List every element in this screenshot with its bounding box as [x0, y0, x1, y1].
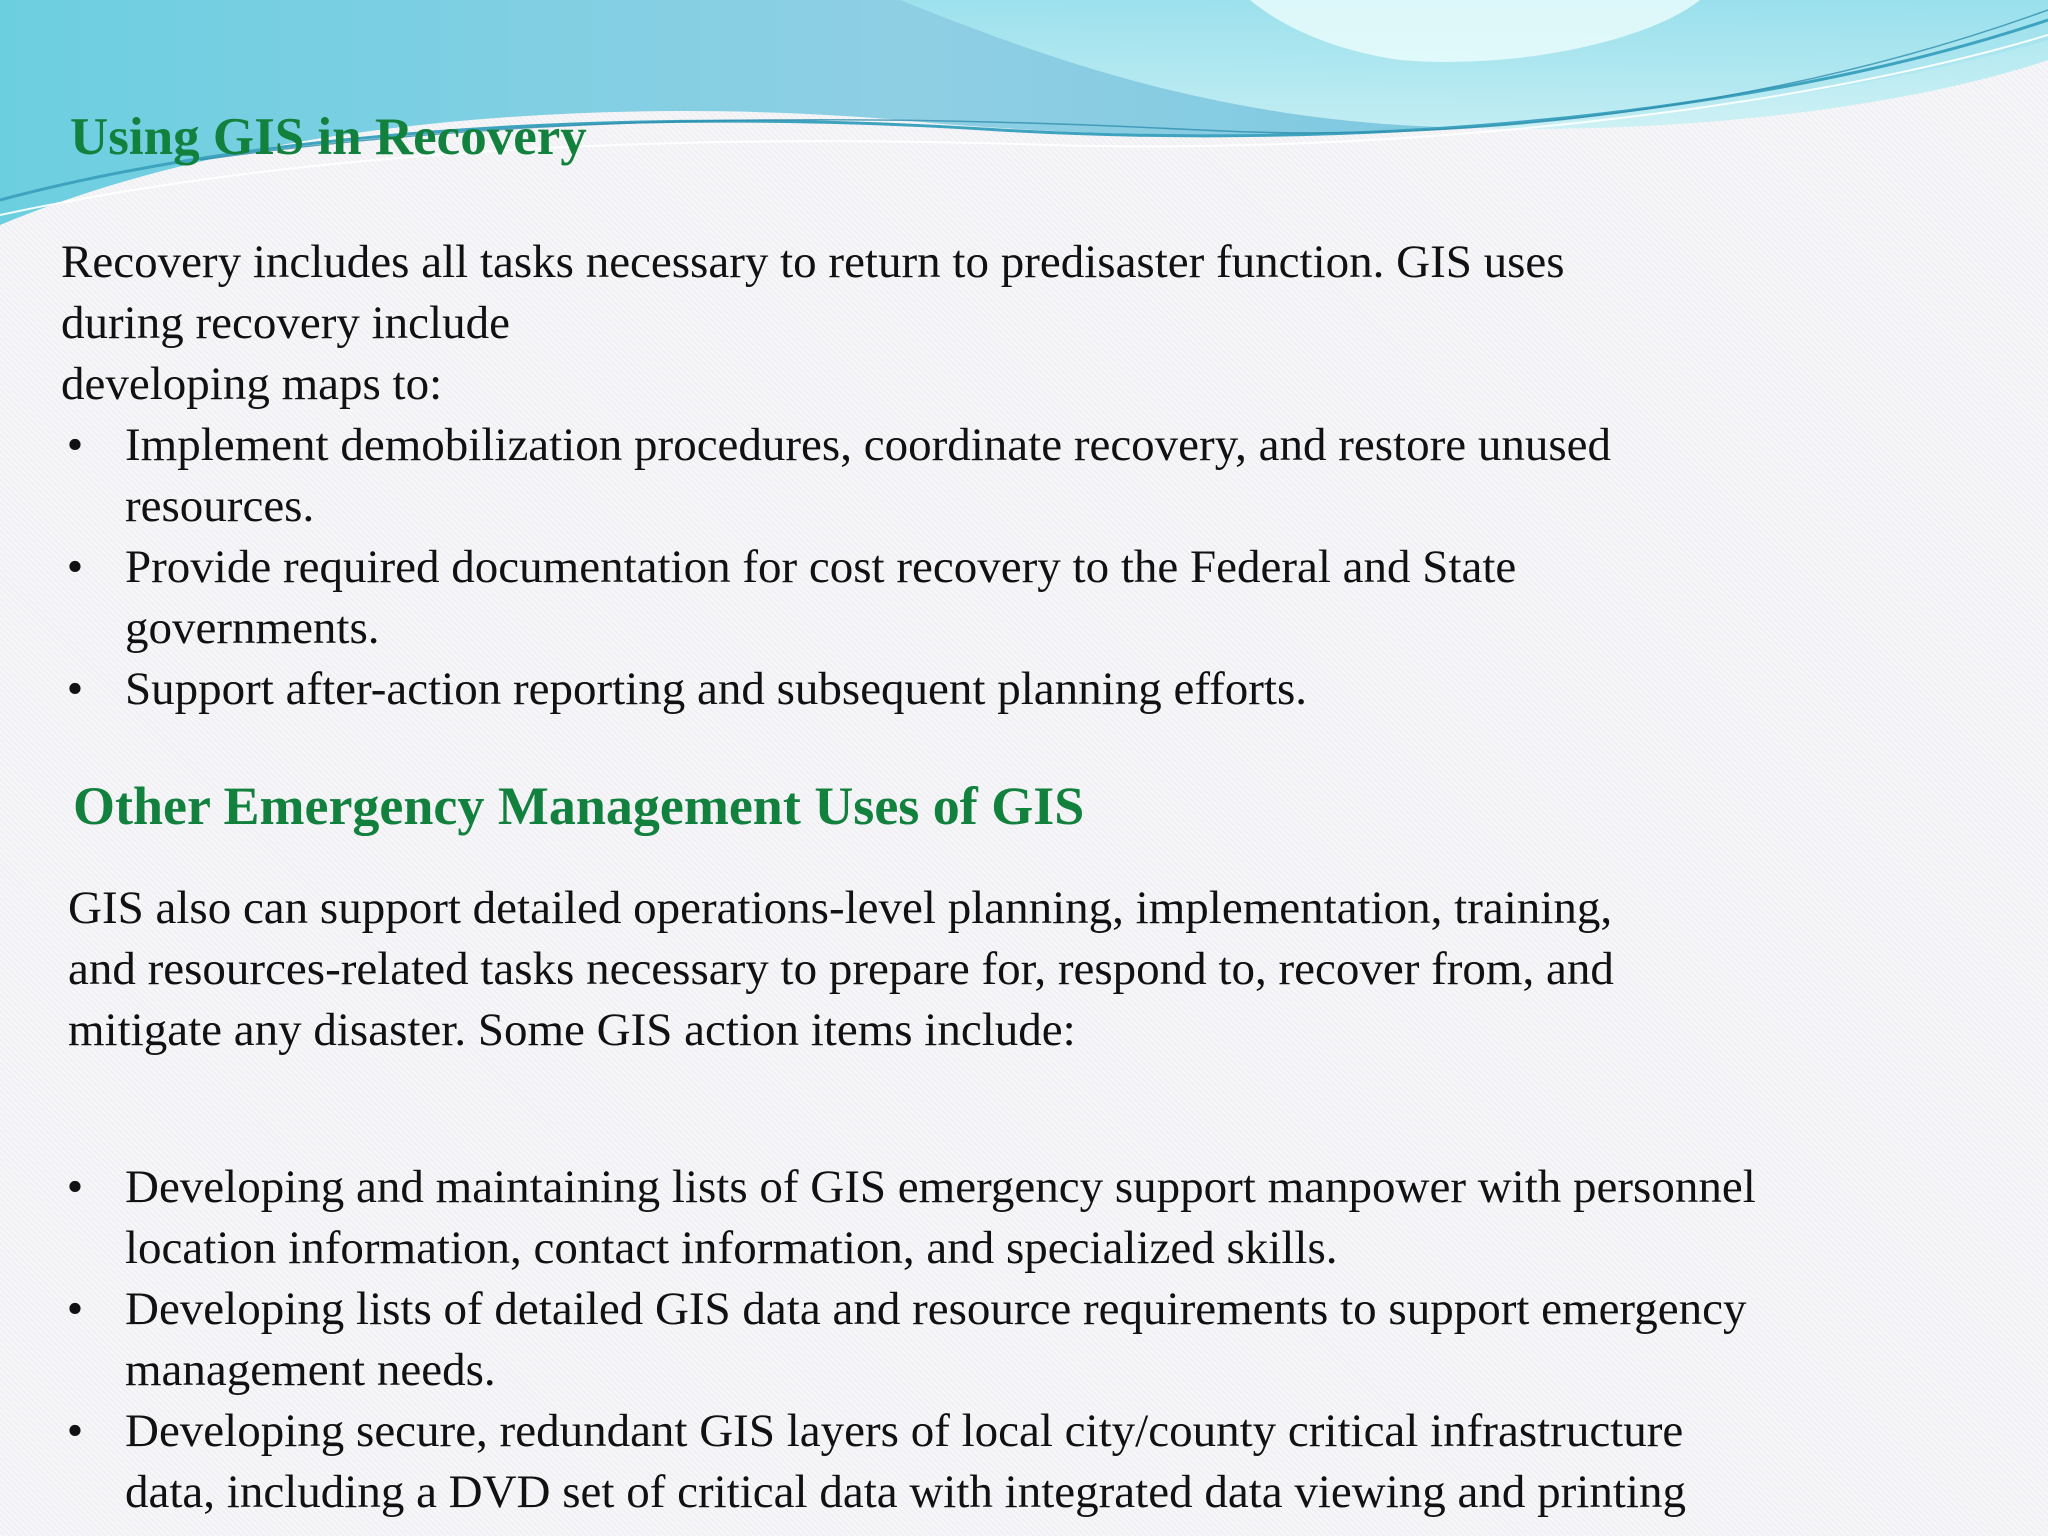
bullet-icon: •: [66, 419, 84, 471]
bullet-icon: •: [66, 663, 84, 715]
list-item-line: Support after-action reporting and subsequent planning efforts.: [125, 663, 1308, 715]
list-item: [61, 415, 2021, 537]
list-item-line: governments.: [125, 602, 380, 654]
list-item-line: Implement demobilization procedures, coordinate recovery, and restore unused: [125, 419, 1612, 471]
paragraph-line: developing maps to:: [61, 358, 443, 410]
paragraph-line: Recovery includes all tasks necessary to return to predisaster function. GIS uses: [61, 236, 1565, 288]
list-item: [61, 537, 2021, 659]
paragraph-line: and resources-related tasks necessary to prepare for, respond to, recover from, and: [68, 943, 1614, 995]
action-items-bullet-list: [61, 1157, 2041, 1523]
list-item-line: management needs.: [125, 1344, 496, 1396]
section-heading-recovery: Using GIS in Recovery: [70, 108, 587, 166]
recovery-bullet-list: [61, 415, 2021, 720]
section-heading-other-uses: Other Emergency Management Uses of GIS: [73, 776, 1085, 836]
bullet-icon: •: [66, 541, 84, 593]
bullet-icon: •: [66, 1161, 84, 1213]
list-item-line: Developing lists of detailed GIS data and resource requirements to support emergency: [125, 1283, 1747, 1335]
bullet-icon: •: [66, 1405, 84, 1457]
other-uses-intro-paragraph: [68, 878, 1614, 1061]
list-item-line: Developing secure, redundant GIS layers of local city/county critical infrastructure: [125, 1405, 1684, 1457]
list-item: [61, 659, 2021, 720]
list-item-line: data, including a DVD set of critical data with integrated data viewing and printing: [125, 1466, 1686, 1518]
list-item: [61, 1157, 2041, 1279]
list-item-line: resources.: [125, 480, 315, 532]
list-item: [61, 1279, 2041, 1401]
list-item-line: location information, contact information, and specialized skills.: [125, 1222, 1338, 1274]
list-item-line: Provide required documentation for cost recovery to the Federal and State: [125, 541, 1517, 593]
paragraph-line: mitigate any disaster. Some GIS action items include:: [68, 1004, 1076, 1056]
list-item: [61, 1401, 2041, 1523]
paragraph-line: during recovery include: [61, 297, 510, 349]
list-item-line: Developing and maintaining lists of GIS emergency support manpower with personnel: [125, 1161, 1756, 1213]
bullet-icon: •: [66, 1283, 84, 1335]
paragraph-line: GIS also can support detailed operations-level planning, implementation, training,: [68, 882, 1613, 934]
recovery-intro-paragraph: [61, 232, 1565, 415]
